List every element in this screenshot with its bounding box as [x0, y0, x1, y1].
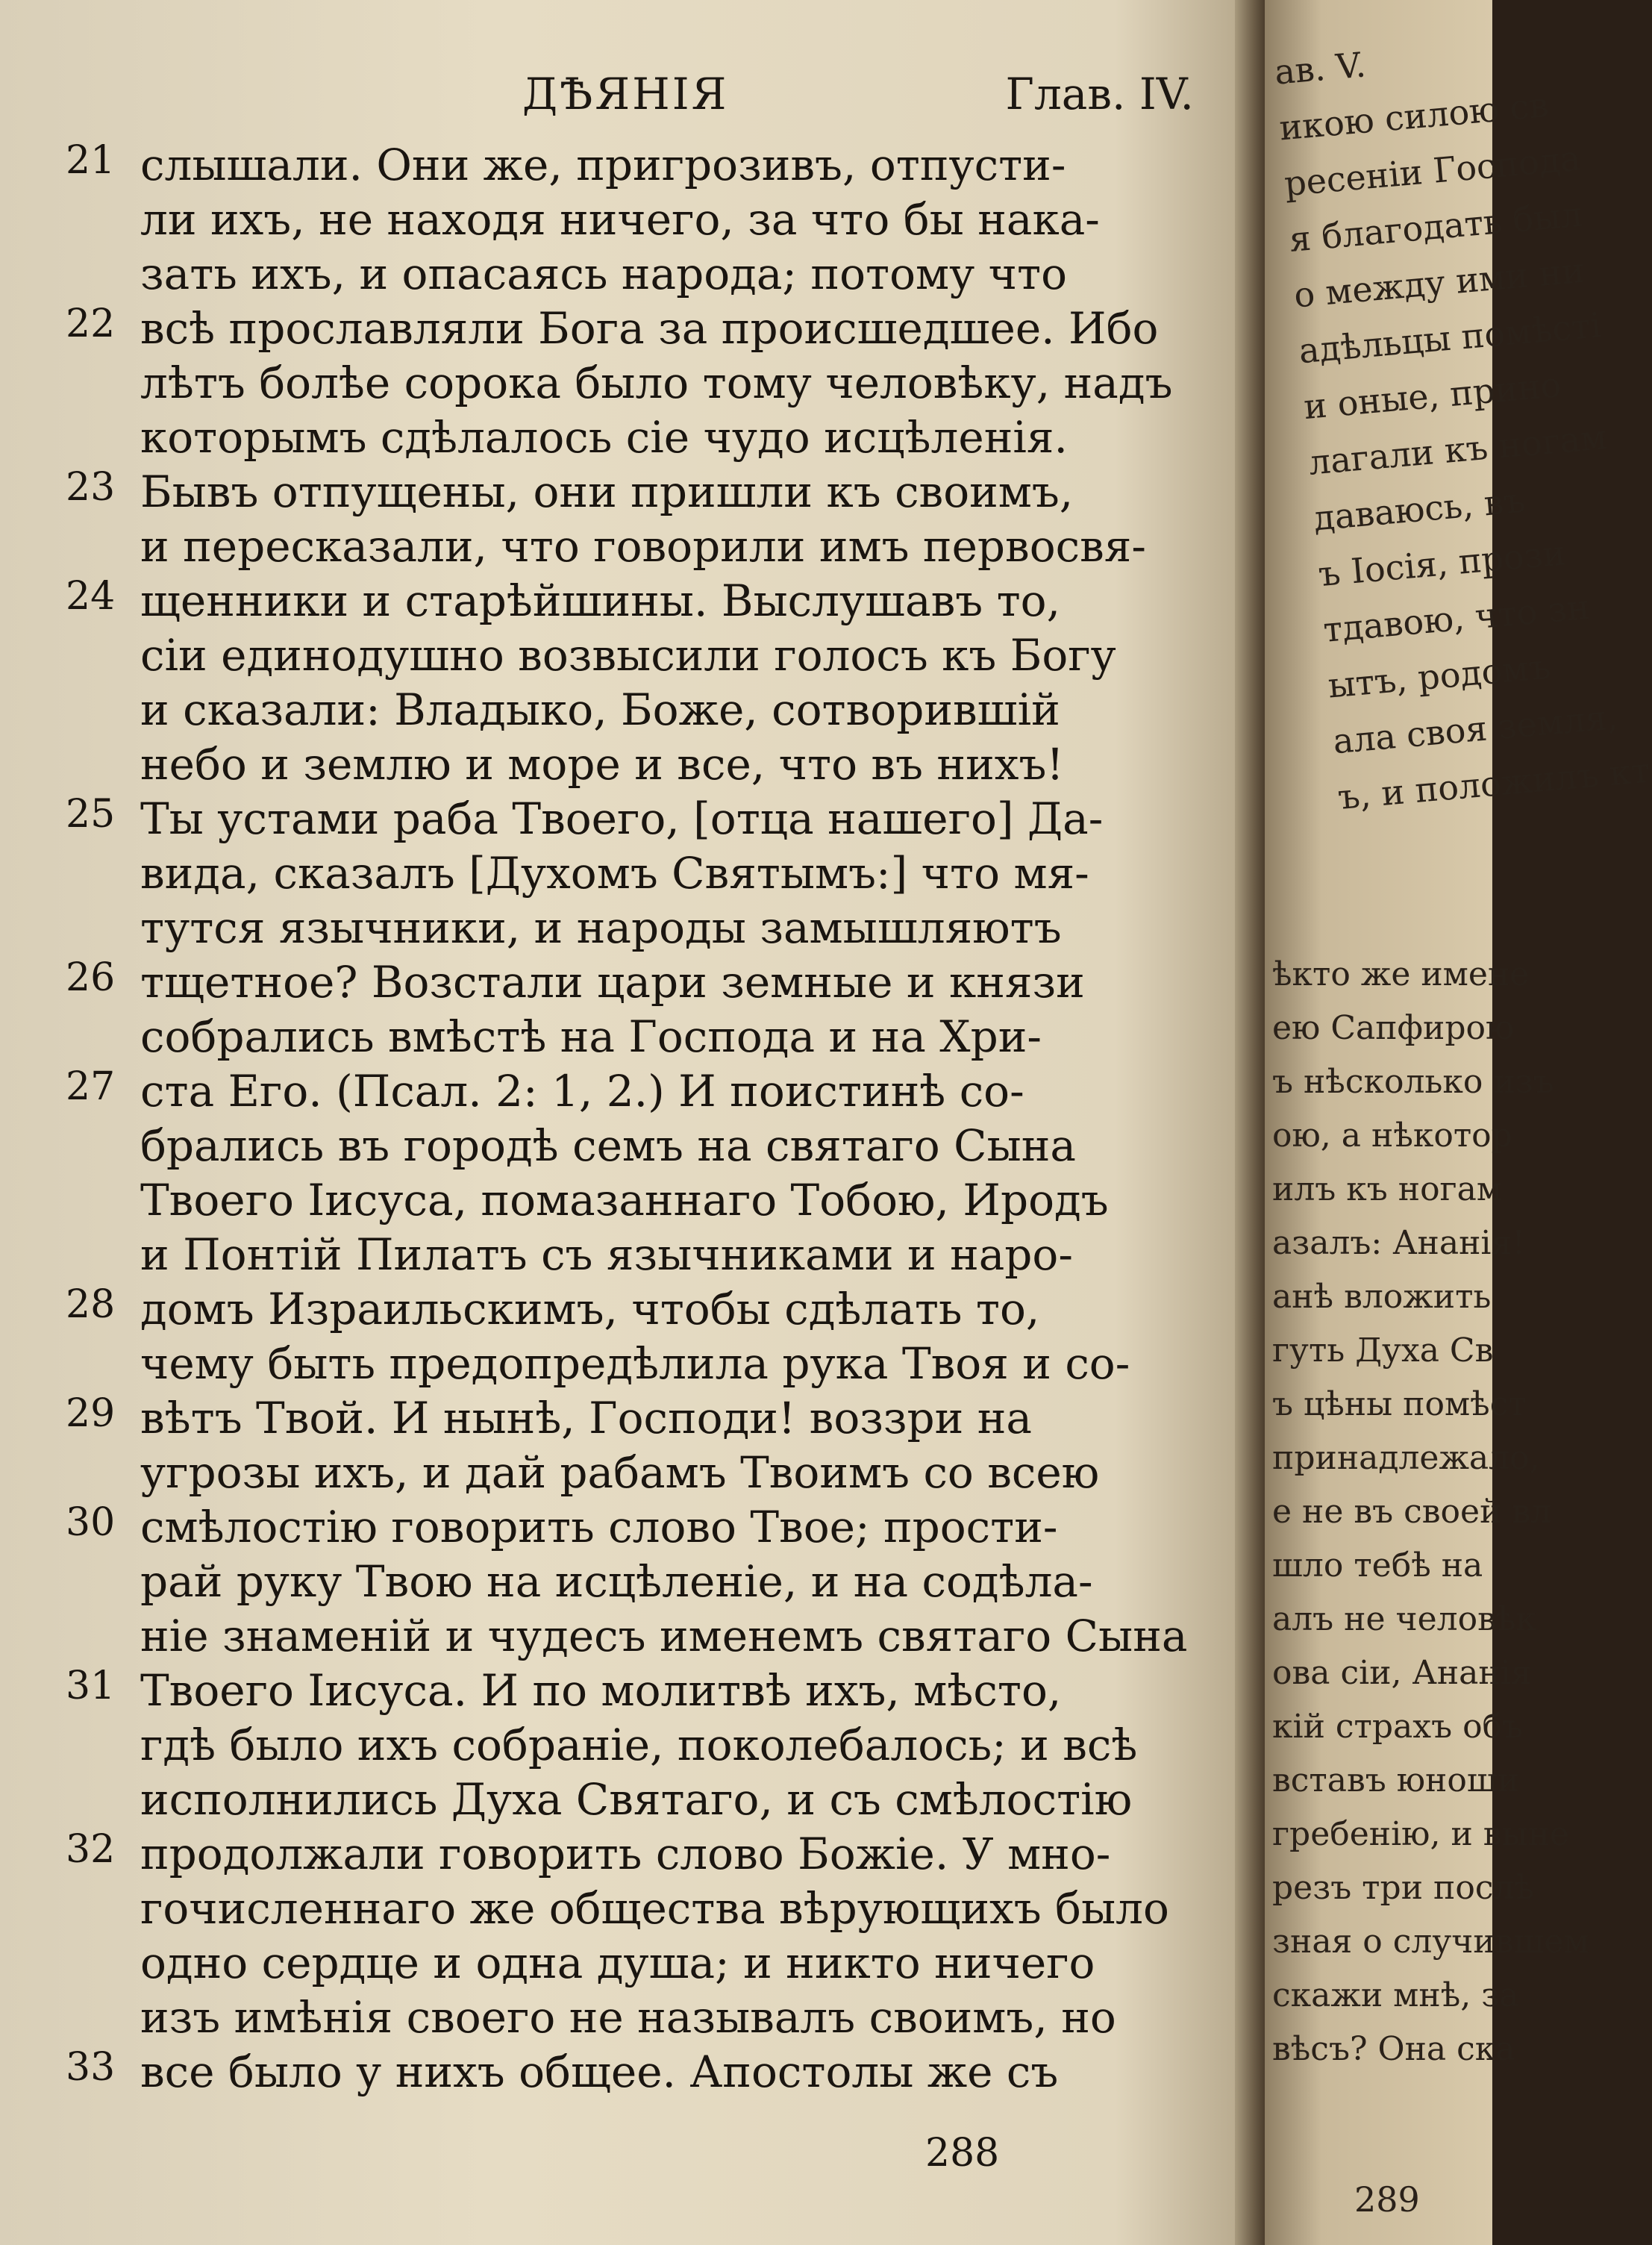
- text-line: и Понтій Пилатъ съ язычниками и наро-: [140, 1229, 1073, 1280]
- right-page-line: кій страхъ объ: [1272, 1708, 1524, 1746]
- verse-number: 23: [66, 465, 116, 510]
- right-page-line: шло тебѣ на: [1272, 1546, 1483, 1584]
- text-line: одно сердце и одна душа; и никто ничего: [140, 1938, 1095, 1988]
- right-page-line: тдавою, что зн: [1321, 586, 1592, 650]
- chapter-label: Глав. IV.: [1005, 69, 1194, 119]
- text-line: брались въ городѣ семъ на святаго Сына: [140, 1120, 1076, 1171]
- right-page-line: принадлежало,: [1272, 1439, 1540, 1477]
- right-page-line: ъ Іосія, прози: [1316, 532, 1568, 595]
- text-line: ніе знаменій и чудесъ именемъ святаго Сына: [140, 1611, 1188, 1661]
- text-line: Твоего Іисуса. И по молитвѣ ихъ, мѣсто,: [140, 1665, 1062, 1716]
- right-page-line: алъ не человѣк: [1272, 1600, 1536, 1638]
- verse-number: 32: [66, 1827, 116, 1872]
- text-line: изъ имѣнія своего не называлъ своимъ, но: [140, 1992, 1116, 2043]
- right-page-line: ытъ, родомъ: [1326, 646, 1553, 706]
- right-page-line: резъ три послѣ: [1272, 1869, 1534, 1907]
- verse-number: 30: [66, 1500, 116, 1545]
- text-line: тутся язычники, и народы замышляютъ: [140, 902, 1062, 953]
- right-page-line: лагали къ ногам: [1307, 416, 1609, 483]
- right-page-line: вставъ юноши: [1272, 1761, 1520, 1799]
- verse-number: 21: [66, 138, 116, 183]
- text-line: вѣтъ Твой. И нынѣ, Господи! воззри на: [140, 1393, 1032, 1443]
- right-page-line: икою силою св: [1277, 84, 1551, 149]
- right-page-line: гребенію, и выне: [1272, 1815, 1569, 1853]
- verse-number: 26: [66, 955, 116, 1000]
- text-line: небо и землю и море и все, что въ нихъ!: [140, 739, 1064, 790]
- text-line: ли ихъ, не находя ничего, за что бы нака-: [140, 194, 1100, 245]
- text-line: продолжали говорить слово Божіе. У мно-: [140, 1829, 1111, 1879]
- text-line: все было у нихъ общее. Апостолы же съ: [140, 2046, 1059, 2097]
- text-line: вида, сказалъ [Духомъ Святымъ:] что мя-: [140, 848, 1089, 899]
- verse-number: 29: [66, 1391, 116, 1436]
- right-page-text-bottom: [1272, 948, 1589, 2076]
- right-page-line: ова сіи, Ананія: [1272, 1654, 1532, 1692]
- verse-number: 24: [66, 574, 116, 619]
- text-line: гочисленнаго же общества вѣрующихъ было: [140, 1883, 1169, 1934]
- right-page-line: ресеніи Господа: [1282, 137, 1583, 204]
- running-title: ДѢЯНІЯ: [522, 69, 729, 119]
- right-page-line: я благодать был: [1287, 193, 1584, 260]
- book-gutter: [1235, 0, 1265, 2245]
- page-number: 288: [925, 2131, 1000, 2176]
- verse-number: 31: [66, 1664, 116, 1708]
- right-page-line: ѣкто же имене: [1272, 955, 1530, 993]
- running-head: [522, 69, 1194, 128]
- text-line: Ты устами раба Твоего, [отца нашего] Да-: [140, 793, 1104, 844]
- text-line: и пересказали, что говорили имъ первосвя-: [140, 521, 1146, 572]
- body-text: [140, 138, 1188, 2099]
- text-line: гдѣ было ихъ собраніе, поколебалось; и всѣ: [140, 1720, 1138, 1770]
- right-page-line: ею Сапфирою: [1272, 1009, 1515, 1047]
- text-line: рай руку Твою на исцѣленіе, и на содѣла-: [140, 1556, 1093, 1607]
- text-line: лѣтъ болѣе сорока было тому человѣку, надъ: [140, 357, 1173, 408]
- text-line: собрались вмѣстѣ на Господа и на Хри-: [140, 1011, 1042, 1062]
- right-page-line: зная о случившем: [1272, 1923, 1589, 1961]
- text-line: исполнились Духа Святаго, и съ смѣлостію: [140, 1774, 1133, 1825]
- verse-number: 22: [66, 302, 116, 346]
- verse-number: 28: [66, 1282, 116, 1327]
- right-page-line: азалъ: Ананія!: [1272, 1224, 1525, 1262]
- right-page-line: анѣ вложить: [1272, 1278, 1492, 1316]
- right-page-line: ою, а нѣкотор: [1272, 1117, 1512, 1155]
- right-page-line: о между ими ни: [1292, 249, 1586, 316]
- verse-number: 27: [66, 1064, 116, 1109]
- text-line: смѣлостію говорить слово Твое; прости-: [140, 1502, 1058, 1552]
- verse-number: 25: [66, 792, 116, 837]
- text-line: которымъ сдѣлалось сіе чудо исцѣленія.: [140, 412, 1068, 463]
- text-line: зать ихъ, и опасаясь народа; потому что: [140, 249, 1068, 299]
- right-page-line: даваюсь, въ: [1312, 479, 1527, 539]
- text-line: слышали. Они же, пригрозивъ, отпусти-: [140, 140, 1066, 190]
- text-line: домъ Израильскимъ, чтобы сдѣлать то,: [140, 1284, 1040, 1334]
- right-page-line: скажи мнѣ, за: [1272, 1976, 1519, 2014]
- text-line: ста Его. (Псал. 2: 1, 2.) И поистинѣ со-: [140, 1066, 1024, 1117]
- right-page-line: ъ цѣны помѣст: [1272, 1385, 1527, 1423]
- right-page-line: илъ къ ногам: [1272, 1170, 1503, 1208]
- right-page-line: ав. V.: [1272, 44, 1368, 93]
- text-line: Твоего Іисуса, помазаннаго Тобою, Иродъ: [140, 1175, 1109, 1225]
- right-page-line: ала своя земля,: [1331, 696, 1620, 762]
- right-page-line: вѣсъ? Она ска: [1272, 2030, 1515, 2068]
- text-line: угрозы ихъ, и дай рабамъ Твоимъ со всею: [140, 1447, 1100, 1498]
- right-page-line: гуть Духа Св: [1272, 1331, 1494, 1370]
- right-page-text-top: [1272, 26, 1652, 825]
- right-page-line: е не въ своей вл: [1272, 1493, 1552, 1531]
- text-line: всѣ прославляли Бога за происшедшее. Ибо: [140, 303, 1159, 354]
- text-line: и сказали: Владыко, Боже, сотворившій: [140, 684, 1060, 735]
- right-page: [1265, 0, 1652, 2245]
- text-line: Бывъ отпущены, они пришли къ своимъ,: [140, 466, 1074, 517]
- text-line: сіи единодушно возвысили голосъ къ Богу: [140, 630, 1116, 681]
- text-line: тщетное? Возстали цари земные и князи: [140, 957, 1085, 1008]
- right-page-line: и оные, прино: [1302, 364, 1563, 428]
- right-page-number: 289: [1354, 2179, 1420, 2220]
- right-page-line: ъ нѣсколько изъ: [1272, 1063, 1554, 1101]
- text-line: щенники и старѣйшины. Выслушавъ то,: [140, 575, 1061, 626]
- right-page-line: ъ, и положилъ кт: [1336, 749, 1652, 818]
- text-line: чему быть предопредѣлила рука Твоя и со-: [140, 1338, 1130, 1389]
- verse-number: 33: [66, 2045, 116, 2090]
- right-page-line: адѣльцы помѣсті: [1297, 305, 1603, 372]
